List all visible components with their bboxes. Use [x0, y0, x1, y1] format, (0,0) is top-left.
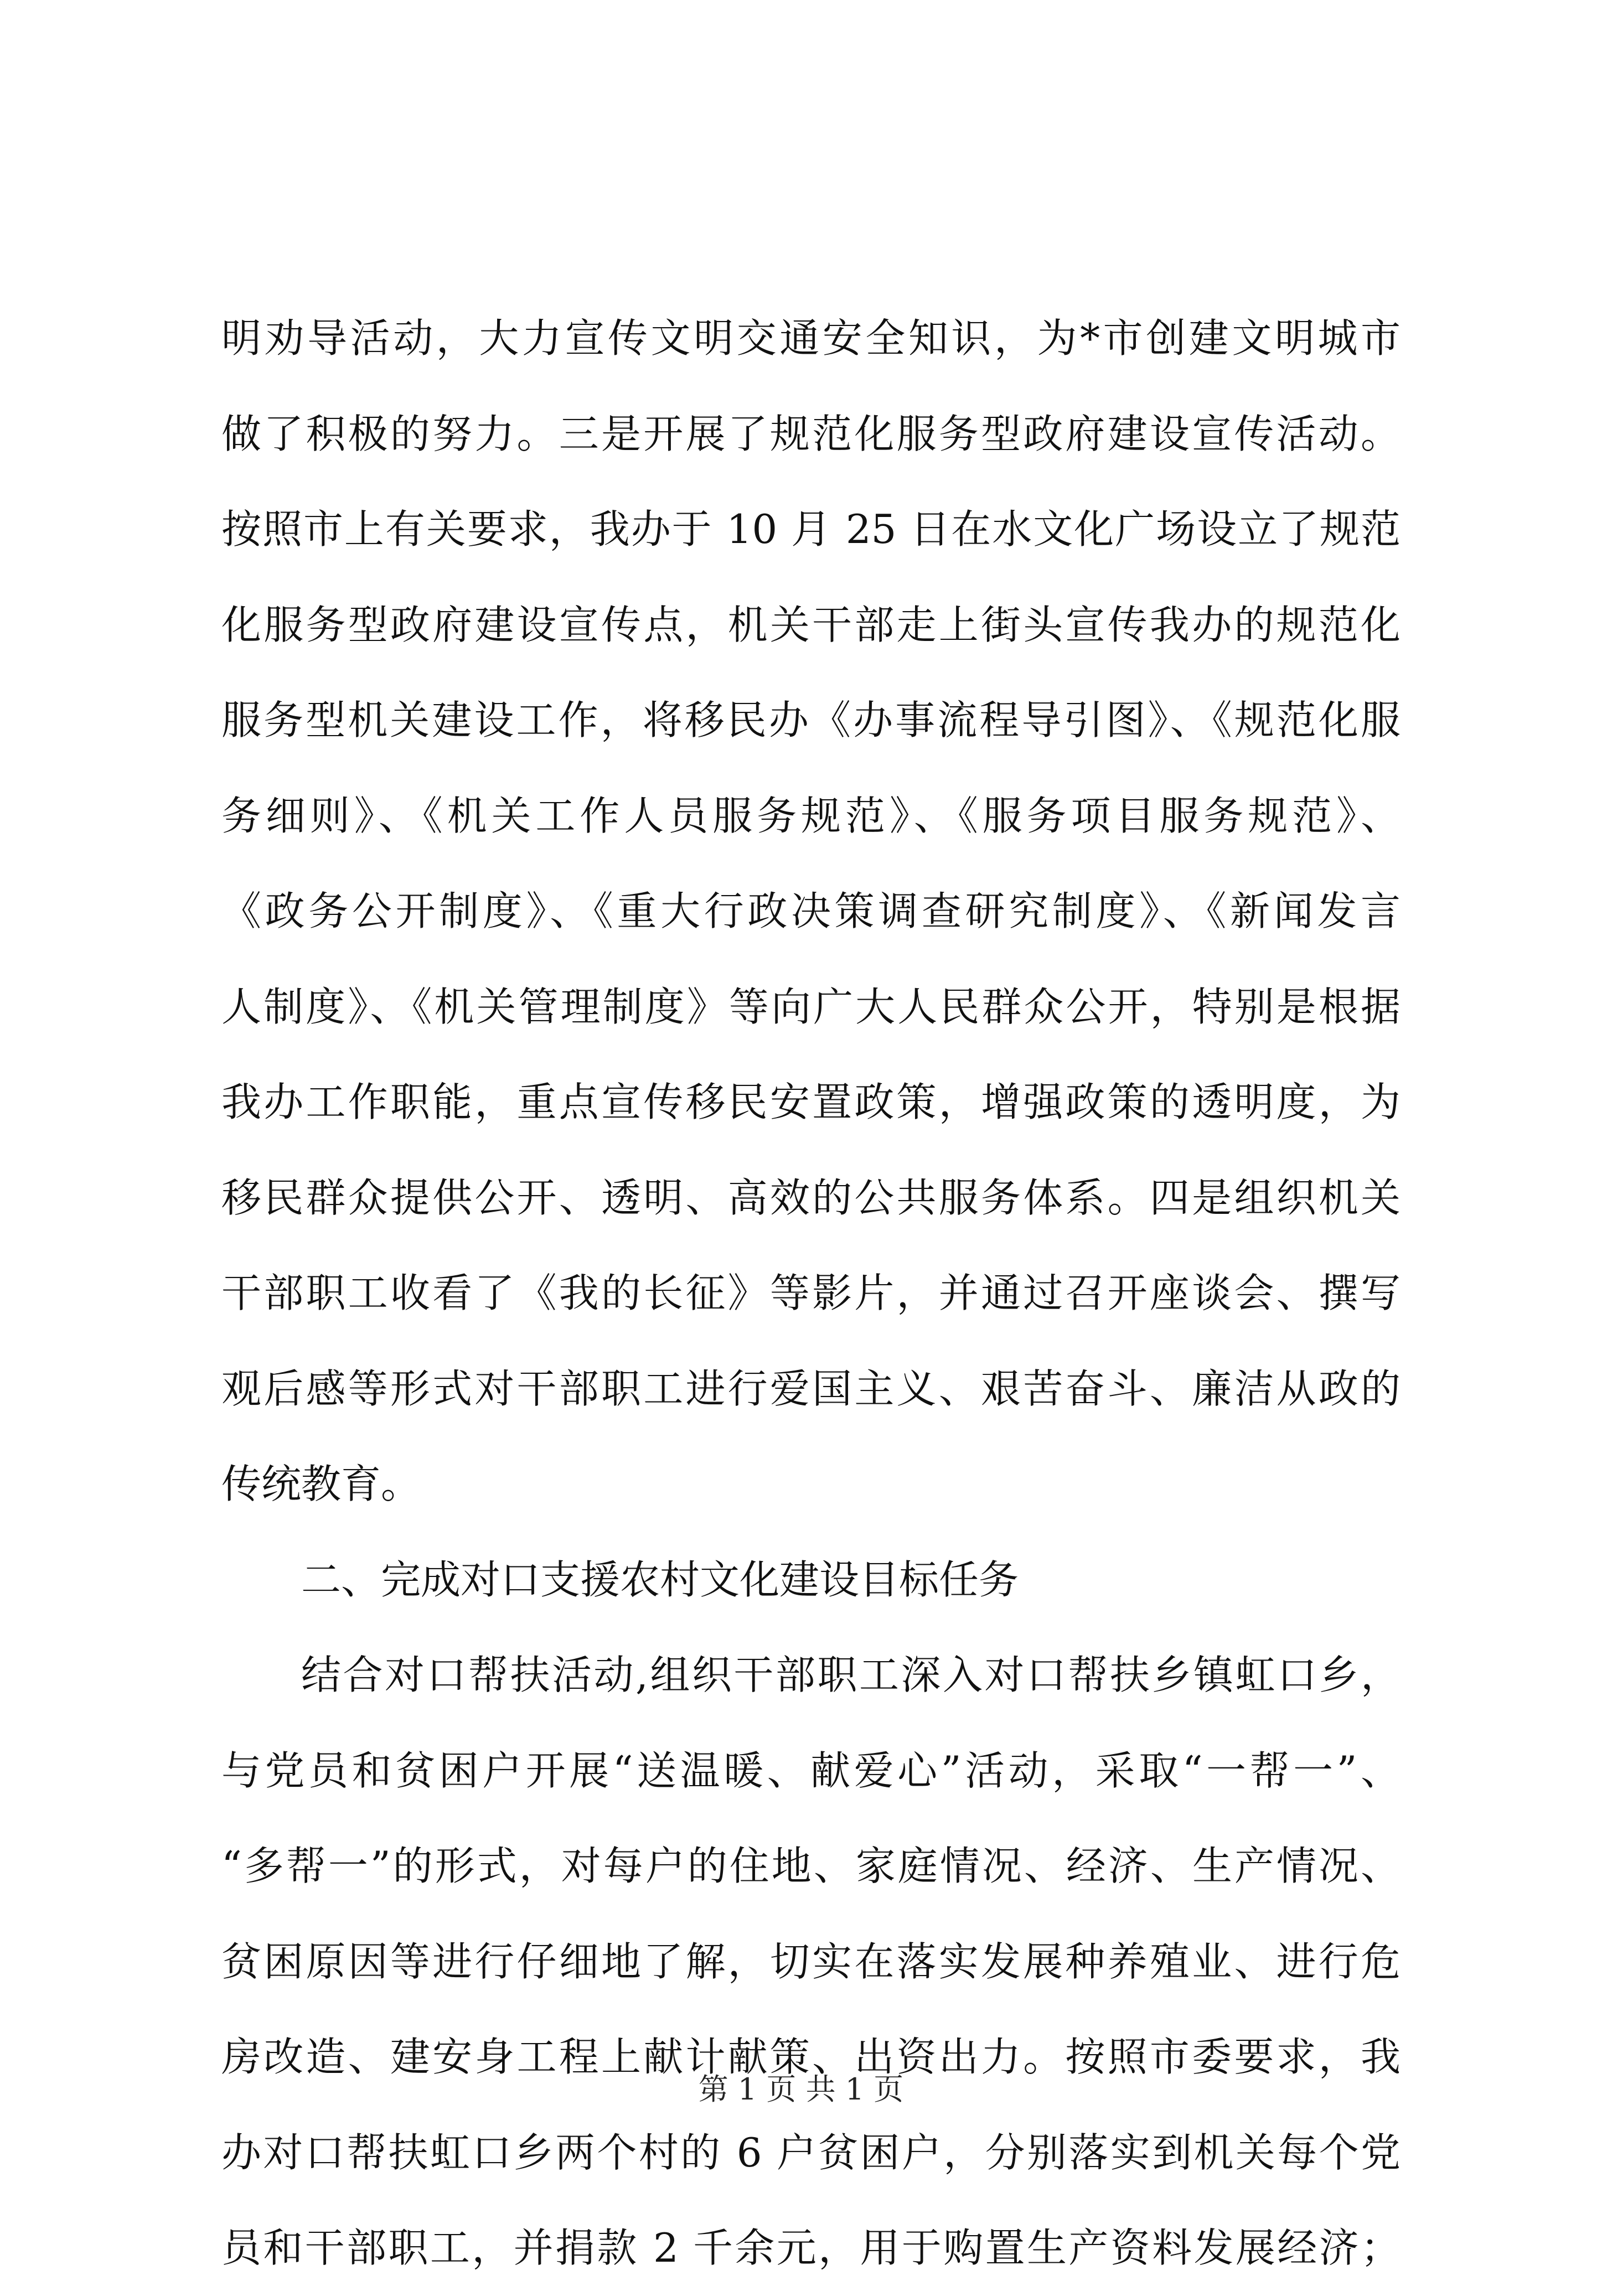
text-line: 与党员和贫困户开展“送温暖、献爱心”活动，采取“一帮一”、 — [221, 1747, 1401, 1794]
text-line: 务细则》、《机关工作人员服务规范》、《服务项目服务规范》、 — [221, 792, 1401, 839]
text-line: 干部职工收看了《我的长征》等影片，并通过召开座谈会、撰写 — [221, 1270, 1401, 1316]
text-line: 化服务型政府建设宣传点，机关干部走上街头宣传我办的规范化 — [221, 601, 1401, 648]
section-heading: 二、完成对口支援农村文化建设目标任务 — [301, 1556, 1019, 1603]
text-line: 传统教育。 — [221, 1461, 421, 1507]
text-line: 观后感等形式对干部职工进行爱国主义、艰苦奋斗、廉洁从政的 — [221, 1365, 1401, 1412]
text-line: 我办工作职能，重点宣传移民安置政策，增强政策的透明度，为 — [221, 1079, 1401, 1125]
text-line: 移民群众提供公开、透明、高效的公共服务体系。四是组织机关 — [221, 1174, 1401, 1221]
text-line: 做了积极的努力。三是开展了规范化服务型政府建设宣传活动。 — [221, 410, 1401, 457]
text-line: 结合对口帮扶活动,组织干部职工深入对口帮扶乡镇虹口乡， — [301, 1652, 1401, 1698]
text-line: 房改造、建安身工程上献计献策、出资出力。按照市委要求，我 — [221, 2034, 1401, 2080]
page-number: 第 1 页 共 1 页 — [698, 2072, 904, 2107]
text-line: 员和干部职工，并捐款 2 千余元，用于购置生产资料发展经济； — [221, 2225, 1401, 2271]
text-line: 《政务公开制度》、《重大行政决策调查研究制度》、《新闻发言 — [221, 888, 1401, 934]
text-line: 服务型机关建设工作，将移民办《办事流程导引图》、《规范化服 — [221, 697, 1401, 743]
text-line: 明劝导活动，大力宣传文明交通安全知识，为*市创建文明城市 — [221, 315, 1401, 361]
text-line: “多帮一”的形式，对每户的住地、家庭情况、经济、生产情况、 — [221, 1843, 1401, 1889]
text-line: 办对口帮扶虹口乡两个村的 6 户贫困户，分别落实到机关每个党 — [221, 2129, 1401, 2176]
text-line: 贫困原因等进行仔细地了解，切实在落实发展种养殖业、进行危 — [221, 1938, 1401, 1985]
text-line: 按照市上有关要求，我办于 10 月 25 日在水文化广场设立了规范 — [221, 506, 1401, 552]
text-line: 人制度》、《机关管理制度》等向广大人民群众公开，特别是根据 — [221, 983, 1401, 1030]
document-body — [221, 291, 1401, 2296]
